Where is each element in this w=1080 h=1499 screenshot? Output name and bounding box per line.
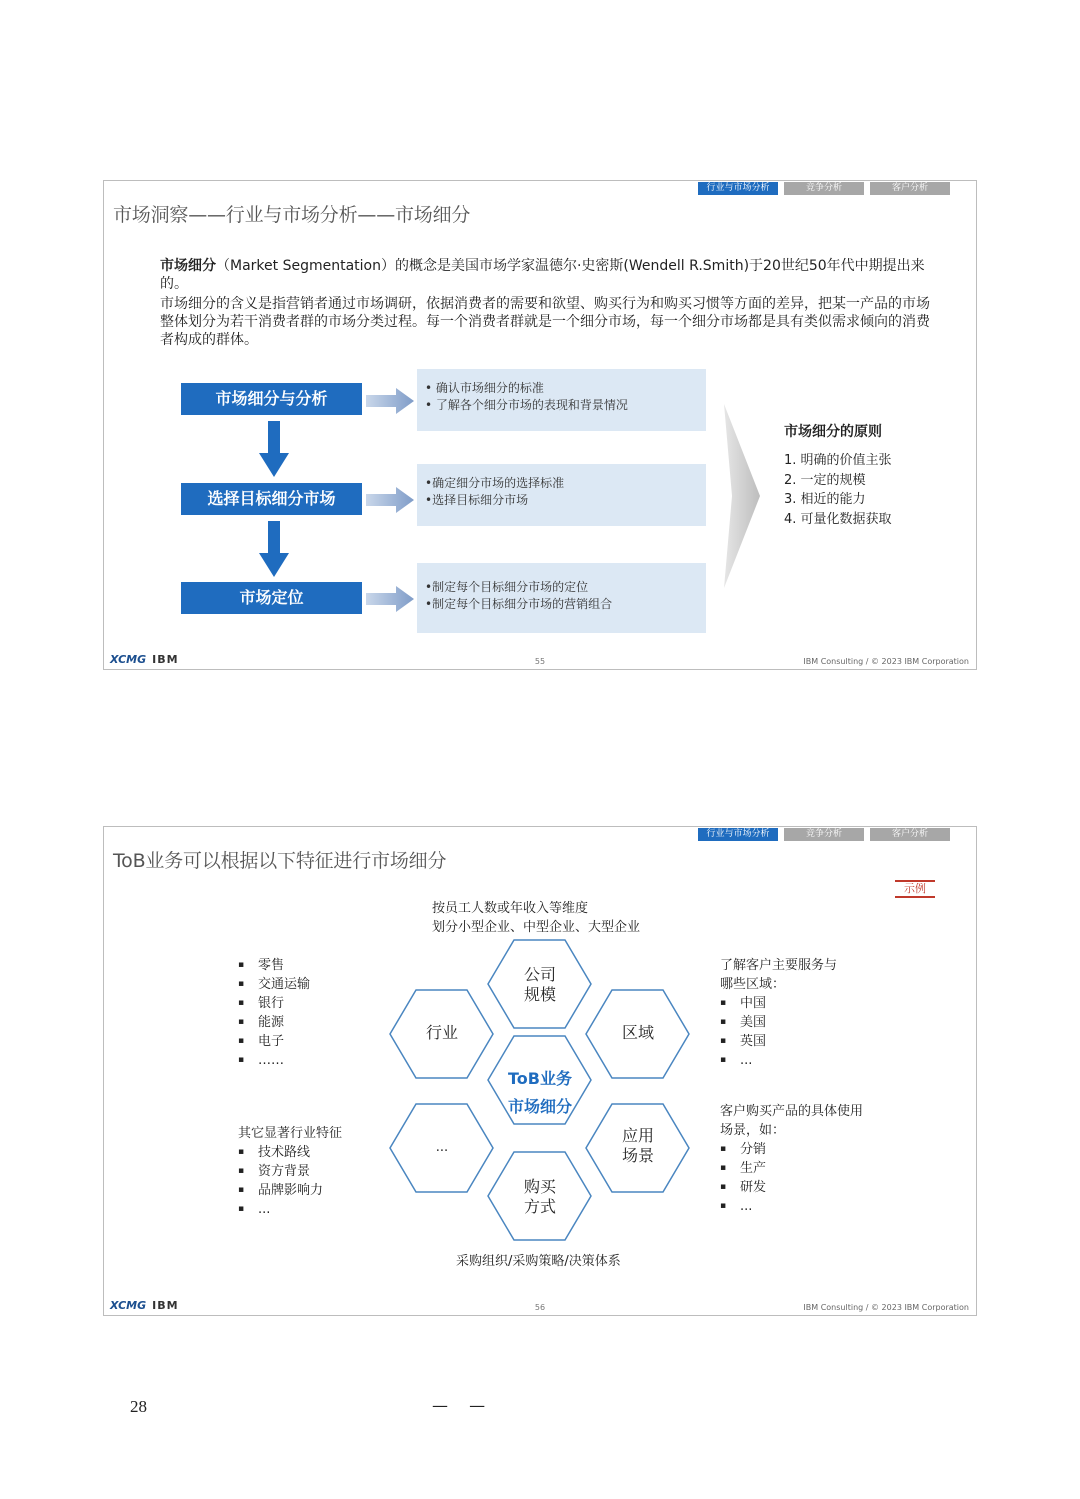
hex-right-top-label: 区域	[621, 1023, 654, 1042]
detail-item: •制定每个目标细分市场的营销组合	[425, 597, 613, 611]
step-positioning: 市场定位	[181, 582, 362, 614]
industry-list-block	[238, 956, 310, 1070]
list-item: ▪ 生产	[720, 1159, 863, 1178]
copyright: IBM Consulting / © 2023 IBM Corporation	[803, 657, 969, 666]
hex-label-line: 应用	[621, 1126, 654, 1145]
bottom-dimension-text: 采购组织/采购策略/决策体系	[456, 1254, 621, 1269]
slide-title: 市场洞察——行业与市场分析——市场细分	[113, 204, 471, 226]
list-item: ▪ 分销	[720, 1140, 863, 1159]
slide-market-insight	[103, 180, 977, 670]
intro-bold-term: 市场细分	[160, 258, 216, 274]
list-item: ▪ 能源	[238, 1013, 310, 1032]
principle-item: 1. 明确的价值主张	[784, 453, 892, 468]
principle-item: 3. 相近的能力	[784, 492, 866, 507]
region-block	[720, 956, 837, 1070]
principle-item: 2. 一定的规模	[784, 472, 866, 488]
tab-competition: 竞争分析	[784, 828, 864, 841]
hex-center-label	[488, 1065, 592, 1121]
hex-right-bottom-label	[586, 1126, 690, 1166]
hex-bottom-label	[488, 1177, 592, 1217]
top-text-line: 划分小型企业、中型企业、大型企业	[432, 920, 641, 935]
hex-label-line: 规模	[523, 985, 556, 1004]
xcmg-logo: XCMG	[110, 1299, 147, 1312]
region-title: 了解客户主要服务与	[720, 958, 838, 973]
region-title: 哪些区域：	[720, 977, 786, 992]
list-item: ▪ ...	[238, 1200, 342, 1219]
slide-page-number: 56	[534, 1303, 546, 1312]
copyright: IBM Consulting / © 2023 IBM Corporation	[803, 1303, 969, 1312]
detail-box-1	[417, 369, 706, 431]
tab-competition: 竞争分析	[784, 182, 864, 195]
list-item: ▪ 银行	[238, 994, 310, 1013]
tab-customer: 客户分析	[870, 828, 950, 841]
detail-item: •确定细分市场的选择标准	[425, 476, 565, 490]
detail-item: •制定每个目标细分市场的定位	[425, 580, 589, 594]
principle-item: 4. 可量化数据获取	[784, 511, 892, 527]
list-item: ▪ 零售	[238, 956, 310, 975]
section-tabs	[698, 182, 950, 195]
hex-label-line: 场景	[621, 1146, 654, 1165]
principles-block	[784, 421, 892, 529]
document-page-number: 28	[130, 1397, 147, 1416]
sample-badge: 示例	[895, 880, 935, 898]
page-dash: — —	[432, 1396, 494, 1415]
hex-top-label	[488, 965, 592, 1005]
intro-text	[160, 257, 930, 351]
list-item: ▪ 技术路线	[238, 1143, 342, 1162]
slide-page-number: 55	[534, 657, 546, 666]
top-text-line: 按员工人数或年收入等维度	[432, 901, 589, 916]
list-item: ▪ ……	[238, 1051, 310, 1070]
tab-industry-market: 行业与市场分析	[698, 828, 778, 841]
list-item: ▪ ...	[720, 1197, 863, 1216]
other-industry-title: 其它显著行业特征	[238, 1126, 343, 1141]
principles-title: 市场细分的原则	[784, 424, 882, 440]
detail-box-3	[417, 563, 706, 633]
right-arrow-icon	[366, 388, 414, 414]
tab-industry-market: 行业与市场分析	[698, 182, 778, 195]
down-arrow-icon	[259, 421, 289, 477]
detail-item: • 了解各个细分市场的表现和背景情况	[425, 398, 628, 412]
ibm-logo: IBM	[152, 653, 179, 666]
hex-label-line: 方式	[523, 1197, 556, 1216]
detail-item: •选择目标细分市场	[425, 493, 529, 507]
list-item: ▪ 中国	[720, 994, 837, 1013]
right-arrow-icon	[366, 487, 414, 513]
right-arrow-icon	[366, 586, 414, 612]
xcmg-logo: XCMG	[110, 653, 147, 666]
intro-p1: （Market Segmentation）的概念是美国市场学家温德尔·史密斯(Wendell R.Smith)于20世纪50年代中期提出来的。	[160, 258, 925, 292]
slide-title: ToB业务可以根据以下特征进行市场细分	[113, 850, 447, 872]
scenario-title: 客户购买产品的具体使用	[720, 1104, 864, 1119]
hex-label-line: 公司	[523, 965, 556, 984]
list-item: ▪ 交通运输	[238, 975, 310, 994]
intro-p2: 市场细分的含义是指营销者通过市场调研，依据消费者的需要和欲望、购买行为和购买习惯等方面的差异，把某一产品的市场整体划分为若干消费者群的市场分类过程。每一个消费者群就是一个细分市场，每一个细分市场都是具有类似需求倾向的消费者构成的群体。	[160, 296, 930, 348]
list-item: ▪ 英国	[720, 1032, 837, 1051]
list-item: ▪ 资方背景	[238, 1162, 342, 1181]
detail-box-2	[417, 464, 706, 526]
hex-label-line: 购买	[523, 1177, 556, 1196]
chevron-right-icon	[724, 404, 760, 588]
list-item: ▪ 美国	[720, 1013, 837, 1032]
list-item: ▪ 品牌影响力	[238, 1181, 342, 1200]
down-arrow-icon	[259, 521, 289, 577]
scenario-title: 场景，如：	[720, 1123, 786, 1138]
step-select-target: 选择目标细分市场	[181, 483, 362, 515]
hex-center-line: ToB业务	[508, 1069, 572, 1088]
list-item: ▪ ...	[720, 1051, 837, 1070]
other-industry-block	[238, 1124, 342, 1219]
list-item: ▪ 研发	[720, 1178, 863, 1197]
tab-customer: 客户分析	[870, 182, 950, 195]
hex-left-bottom-label: ...	[435, 1140, 449, 1155]
slide-tob-segmentation	[103, 826, 977, 1316]
list-item: ▪ 电子	[238, 1032, 310, 1051]
scenario-block	[720, 1102, 863, 1216]
step-segmentation-analysis: 市场细分与分析	[181, 383, 362, 415]
hex-center-line: 市场细分	[507, 1097, 572, 1116]
detail-item: • 确认市场细分的标准	[425, 381, 544, 395]
hex-left-top-label: 行业	[425, 1023, 458, 1042]
ibm-logo: IBM	[152, 1299, 179, 1312]
